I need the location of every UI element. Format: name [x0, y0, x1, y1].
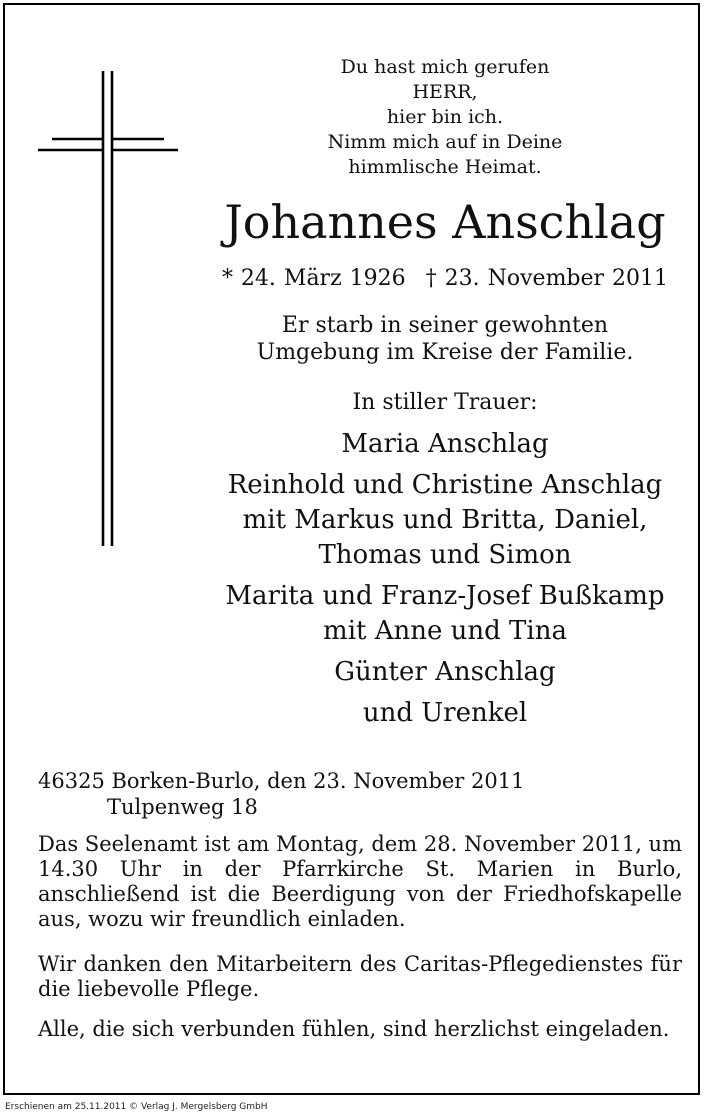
- family-line: Thomas und Simon: [318, 540, 572, 570]
- family-group: [205, 579, 685, 649]
- deceased-name: Johannes Anschlag: [224, 195, 666, 249]
- poem-line: hier bin ich.: [386, 106, 504, 128]
- obituary-notice: [3, 3, 700, 1095]
- death-date: † 23. November 2011: [425, 266, 669, 291]
- family-line: Reinhold und Christine Anschlag: [227, 470, 663, 500]
- cross-icon: [38, 71, 188, 546]
- poem: [240, 55, 650, 180]
- quote-line: Umgebung im Kreise der Familie.: [256, 340, 634, 365]
- poem-line: himmlische Heimat.: [348, 156, 542, 178]
- family-list: [205, 427, 685, 737]
- family-line: Maria Anschlag: [341, 429, 549, 459]
- family-group: [205, 427, 685, 462]
- invitation-paragraph: Alle, die sich verbunden fühlen, sind herzlichst eingeladen.: [38, 1017, 670, 1041]
- mourning-heading: In stiller Trauer:: [352, 390, 538, 415]
- family-line: Marita und Franz-Josef Bußkamp: [225, 581, 665, 611]
- quote-line: Er starb in seiner gewohnten: [281, 313, 609, 338]
- poem-line: HERR,: [412, 81, 478, 103]
- thanks-paragraph: Wir danken den Mitarbeitern des Caritas-Pflegedienstes für die liebevolle Pflege.: [38, 952, 682, 1001]
- family-group: [205, 696, 685, 731]
- family-line: mit Anne und Tina: [323, 616, 567, 646]
- poem-line: Du hast mich gerufen: [340, 56, 550, 78]
- family-group: [205, 468, 685, 573]
- birth-date: * 24. März 1926: [221, 266, 406, 291]
- family-line: Günter Anschlag: [334, 657, 556, 687]
- family-line: mit Markus und Britta, Daniel,: [242, 505, 648, 535]
- family-line: und Urenkel: [362, 698, 528, 728]
- street-address: Tulpenweg 18: [107, 795, 258, 819]
- place-and-date: 46325 Borken-Burlo, den 23. November 2011: [38, 769, 525, 793]
- funeral-info-paragraph: Das Seelenamt ist am Montag, dem 28. November 2011, um 14.30 Uhr in der Pfarrkirche St. Marien in Burlo, anschließend ist die Beerdigung von der Friedhofskapelle aus, wozu wir freundlich einladen.: [38, 832, 682, 931]
- poem-line: Nimm mich auf in Deine: [327, 131, 563, 153]
- death-description: [220, 312, 670, 366]
- publication-footer: Erschienen am 25.11.2011 © Verlag J. Mergelsberg GmbH: [5, 1102, 268, 1112]
- life-dates: [220, 265, 670, 293]
- family-group: [205, 655, 685, 690]
